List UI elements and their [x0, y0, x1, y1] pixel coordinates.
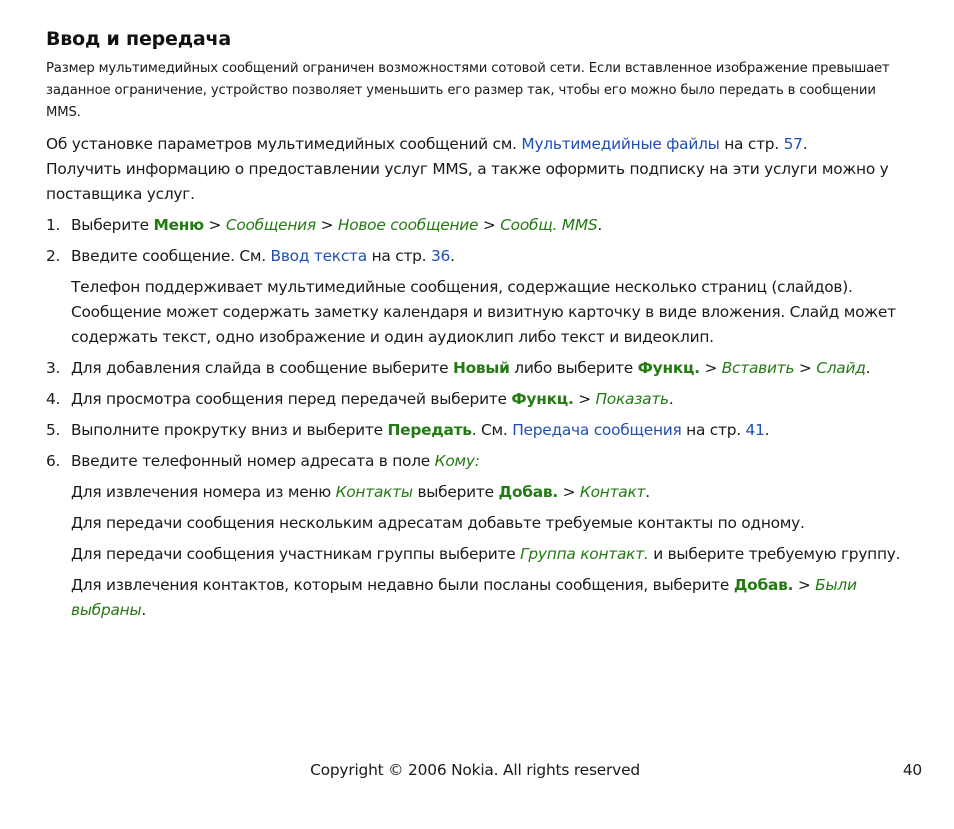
steps-list: [46, 213, 908, 623]
list-item: [46, 387, 908, 412]
separator: >: [699, 359, 722, 377]
separator: >: [557, 483, 580, 501]
separator: >: [478, 216, 501, 234]
mms-size-note: Размер мультимедийных сообщений ограничен возможностями сотовой сети. Если вставленное изображение превышает заданное ограничение, устройство позволяет уменьшить его размер так, чтобы его можно было передать в сообщении MMS.: [46, 61, 890, 120]
step-detail: [46, 542, 908, 567]
step-text: на стр.: [366, 247, 431, 265]
step-number: 4.: [46, 390, 61, 408]
step-number: 5.: [46, 421, 61, 439]
step-text: Для добавления слайда в сообщение выберите: [71, 359, 453, 377]
page-ref-link[interactable]: 36: [430, 247, 451, 265]
menu-option: Новое сообщение: [337, 216, 479, 234]
step-detail: Для передачи сообщения нескольким адресатам добавьте требуемые контакты по одному.: [71, 514, 805, 532]
page-number: 40: [902, 761, 922, 779]
step-text: . См.: [471, 421, 513, 439]
separator: >: [793, 576, 816, 594]
menu-option: Контакт: [579, 483, 646, 501]
step-text: Введите телефонный номер адресата в поле: [71, 452, 435, 470]
page-ref-link[interactable]: 41: [745, 421, 765, 439]
menu-option: Были выбраны: [71, 576, 857, 619]
list-item: [46, 418, 908, 443]
detail-text: .: [141, 601, 147, 619]
step-number: 3.: [46, 359, 61, 377]
step-text: .: [865, 359, 871, 377]
step-number: 2.: [46, 247, 61, 265]
step-number: 6.: [46, 452, 61, 470]
page-footer: [0, 761, 954, 783]
intro-text: Получить информацию о предоставлении услуг MMS, а также оформить подписку на эти услуги можно у поставщика услуг.: [46, 160, 889, 203]
command-add: Добав.: [498, 483, 558, 501]
command-send: Передать: [387, 421, 472, 439]
menu-option: Группа контакт.: [520, 545, 649, 563]
step-text: Для просмотра сообщения перед передачей выберите: [71, 390, 512, 408]
command-add: Добав.: [733, 576, 794, 594]
separator: >: [573, 390, 596, 408]
menu-option: Сообщения: [225, 216, 316, 234]
intro-text: .: [802, 135, 808, 153]
step-text: .: [668, 390, 674, 408]
detail-text: .: [645, 483, 650, 501]
separator: >: [203, 216, 226, 234]
command-new: Новый: [452, 359, 510, 377]
field-name: Кому:: [434, 452, 480, 470]
command-menu: Меню: [153, 216, 204, 234]
menu-option: Контакты: [335, 483, 413, 501]
copyright-notice: Copyright © 2006 Nokia. All rights reserved: [310, 761, 640, 779]
step-text: .: [764, 421, 770, 439]
list-item: [46, 213, 908, 238]
step-detail: [46, 480, 908, 505]
step-text: на стр.: [681, 421, 746, 439]
sending-message-link[interactable]: Передача сообщения: [512, 421, 682, 439]
menu-option: Сообщ. MMS: [500, 216, 598, 234]
step-text: .: [450, 247, 455, 265]
detail-text: и выберите требуемую группу.: [648, 545, 901, 563]
step-text: Выберите: [71, 216, 154, 234]
separator: >: [794, 359, 817, 377]
step-detail: Телефон поддерживает мультимедийные сообщения, содержащие несколько страниц (слайдов). Сообщение может содержать заметку календаря и визитную карточку в виде вложения. Слайд может содержать текст, одно изображение и один аудиоклип либо текст и видеоклип.: [71, 278, 896, 346]
list-item: [46, 244, 908, 269]
menu-option: Показать: [595, 390, 669, 408]
command-options: Функц.: [511, 390, 574, 408]
step-text: Введите сообщение. См.: [71, 247, 271, 265]
separator: >: [315, 216, 338, 234]
detail-text: выберите: [412, 483, 499, 501]
list-item: [46, 356, 908, 381]
manual-page: [46, 28, 908, 629]
intro-text: на стр.: [719, 135, 784, 153]
menu-option: Слайд: [816, 359, 866, 377]
command-options: Функц.: [637, 359, 700, 377]
list-item: [46, 449, 908, 474]
page-ref-link[interactable]: 57: [783, 135, 803, 153]
detail-text: Для извлечения номера из меню: [71, 483, 336, 501]
detail-text: Для передачи сообщения участникам группы выберите: [71, 545, 521, 563]
detail-text: Для извлечения контактов, которым недавно были посланы сообщения, выберите: [71, 576, 734, 594]
step-number: 1.: [46, 216, 61, 234]
intro-text: Об установке параметров мультимедийных сообщений см.: [46, 135, 522, 153]
step-text: .: [597, 216, 603, 234]
menu-option: Вставить: [721, 359, 795, 377]
intro-paragraph: [46, 132, 908, 207]
step-text: Выполните прокрутку вниз и выберите: [71, 421, 388, 439]
step-detail: [46, 573, 908, 623]
step-text: либо выберите: [509, 359, 638, 377]
multimedia-files-link[interactable]: Мультимедийные файлы: [521, 135, 720, 153]
section-heading: Ввод и передача: [46, 28, 231, 50]
text-input-link[interactable]: Ввод текста: [270, 247, 367, 265]
